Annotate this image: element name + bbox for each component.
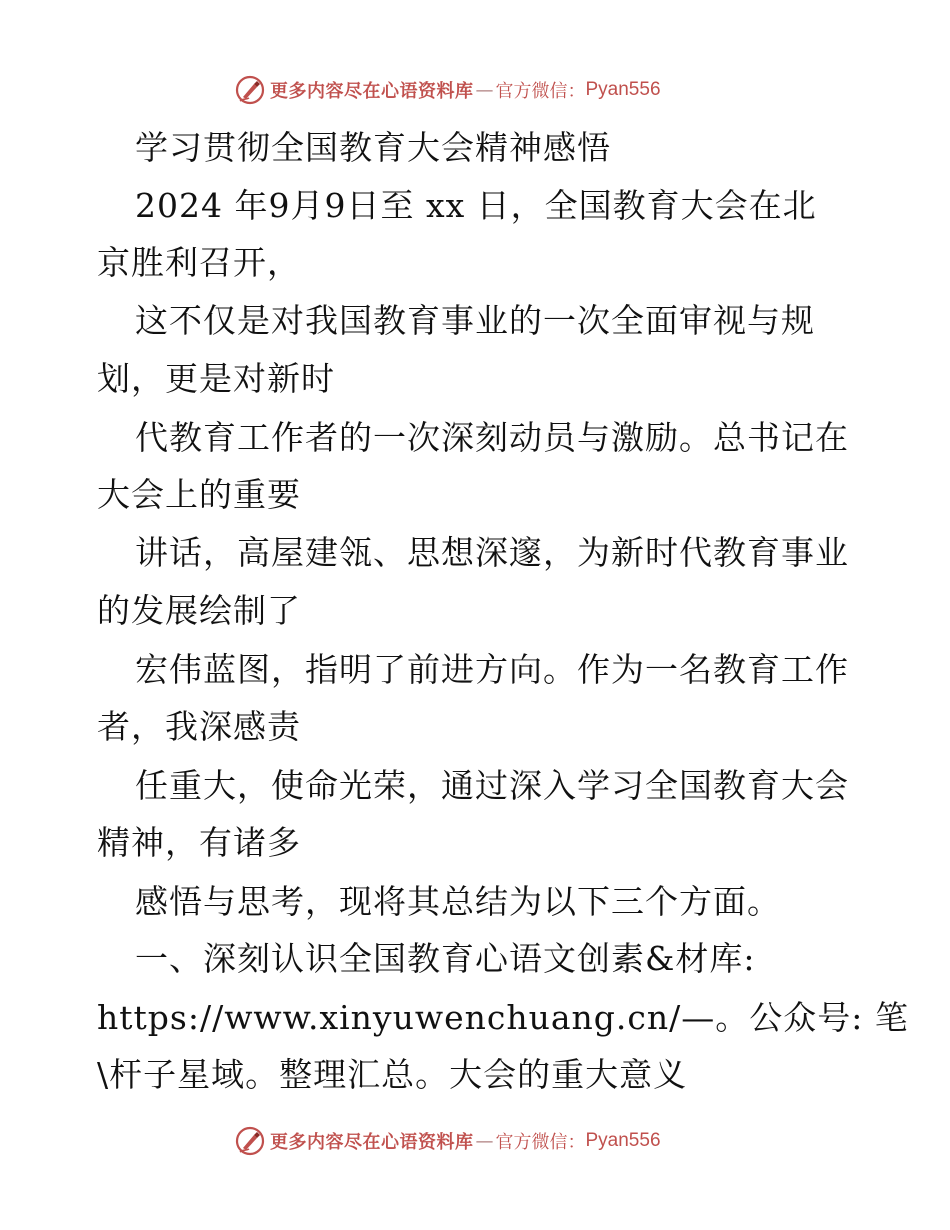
watermark-banner-top	[234, 73, 661, 107]
text-line: 大会上的重要	[97, 475, 301, 514]
watermark-sub-text: 官方微信：	[495, 81, 586, 102]
watermark-sub-text: 官方微信：	[495, 1132, 586, 1153]
text-line: https://www.xinyuwenchuang.cn/—。公众号: 笔	[97, 998, 909, 1037]
watermark-separator: —	[475, 1130, 494, 1152]
text-line: 者，我深感责	[97, 707, 301, 746]
text-line: 讲话，高屋建瓴、思想深邃，为新时代教育事业	[135, 533, 849, 572]
watermark-banner-bottom	[234, 1124, 661, 1158]
watermark-separator: —	[475, 79, 494, 101]
text-line: 京胜利召开，	[97, 243, 301, 282]
pen-logo-icon	[234, 1125, 266, 1157]
document-title: 学习贯彻全国教育大会精神感悟	[135, 128, 611, 167]
text-line: 2024 年9月9日至 xx 日，全国教育大会在北	[135, 186, 817, 225]
pen-logo-icon	[234, 74, 266, 106]
watermark-main-text: 更多内容尽在心语资料库	[270, 1132, 474, 1153]
watermark-main-text: 更多内容尽在心语资料库	[270, 81, 474, 102]
text-line: 代教育工作者的一次深刻动员与激励。总书记在	[135, 418, 849, 457]
text-line: 一、深刻认识全国教育心语文创素&材库:	[135, 939, 756, 978]
text-line: 精神，有诸多	[97, 823, 301, 862]
watermark-wechat-id: Pyan556	[585, 79, 661, 100]
text-line: \杆子星域。整理汇总。大会的重大意义	[97, 1055, 688, 1094]
text-line: 的发展绘制了	[97, 591, 301, 630]
text-line: 宏伟蓝图，指明了前进方向。作为一名教育工作	[135, 650, 849, 689]
text-line: 任重大，使命光荣，通过深入学习全国教育大会	[135, 766, 849, 805]
text-line: 感悟与思考，现将其总结为以下三个方面。	[135, 882, 781, 921]
text-line: 划，更是对新时	[97, 359, 335, 398]
watermark-wechat-id: Pyan556	[585, 1130, 661, 1151]
text-line: 这不仅是对我国教育事业的一次全面审视与规	[135, 301, 815, 340]
